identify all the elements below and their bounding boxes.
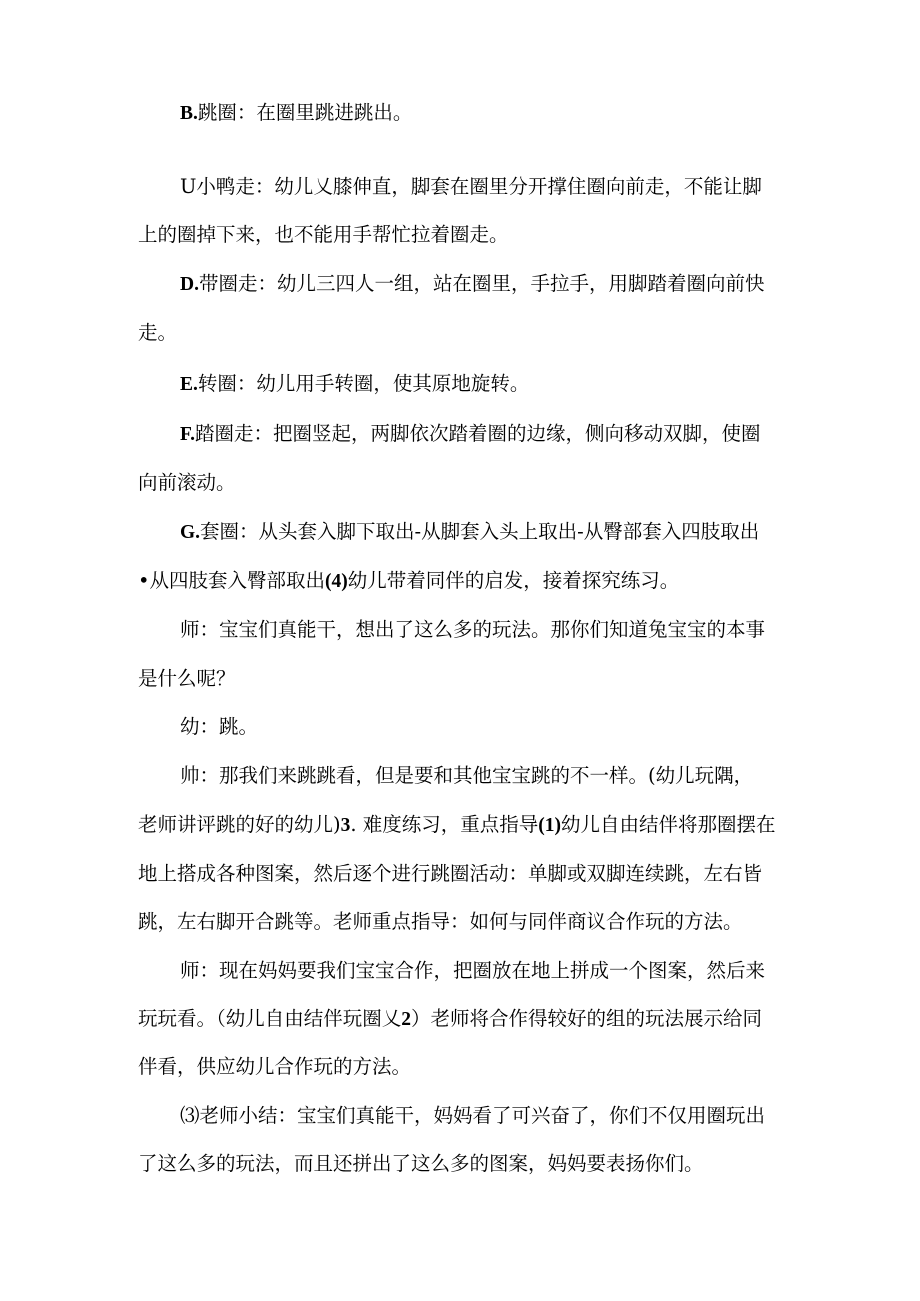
para-d-line-2: 走。 bbox=[138, 321, 178, 344]
para-g-line-2: •从四肢套入臀部取出(4)幼儿带着同伴的启发，接着探究练习。 bbox=[138, 569, 680, 592]
summary-line-2: 了这么多的玩法，而且还拼出了这么多的图案，妈妈要表扬你们。 bbox=[138, 1152, 704, 1175]
summary-line-1: ⑶老师小结：宝宝们真能干，妈妈看了可兴奋了，你们不仅用圈玩出 bbox=[180, 1104, 766, 1127]
child-answer-line: 幼：跳。 bbox=[180, 715, 259, 738]
teacher-para-3-line-1: 师：现在妈妈要我们宝宝合作，把圈放在地上拼成一个图案，然后来 bbox=[180, 959, 766, 982]
teacher-para-2-line-1: 帅：那我们来跳跳看，但是要和其他宝宝跳的不一样。(幼儿玩隅， bbox=[180, 764, 754, 787]
para-d-line-1: D.带圈走：幼儿三四人一组，站在圈里，手拉手，用脚踏着圈向前快 bbox=[180, 272, 765, 295]
teacher-para-3-line-3: 伴看，供应幼儿合作玩的方法。 bbox=[138, 1055, 412, 1078]
para-f-line-2: 向前滚动。 bbox=[138, 471, 236, 494]
teacher-para-2-line-4: 跳，左右脚开合跳等。老师重点指导：如何与同伴商议合作玩的方法。 bbox=[138, 910, 743, 933]
teacher-para-2-line-2: 老师讲评跳的好的幼儿)3. 难度练习，重点指导(1)幼儿自由结伴将那圈摆在 bbox=[138, 813, 776, 836]
para-c-line-2: 上的圈掉下来，也不能用手帮忙拉着圈走。 bbox=[138, 223, 509, 246]
para-f-line-1: F.踏圈走：把圈竖起，两脚依次踏着圈的边缘，侧向移动双脚，使圈 bbox=[180, 422, 761, 445]
teacher-para-1-line-1: 师：宝宝们真能干，想出了这么多的玩法。那你们知道兔宝宝的本事 bbox=[180, 618, 766, 641]
para-g-line-1: G.套圈：从头套入脚下取出-从脚套入头上取出-从臀部套入四肢取出 bbox=[180, 520, 760, 543]
teacher-para-1-line-2: 是什么呢？ bbox=[138, 667, 236, 690]
para-b-line-1: B.跳圈：在圈里跳进跳出。 bbox=[180, 101, 413, 124]
teacher-para-3-line-2: 玩玩看。（幼儿自由结伴玩圈乂2）老师将合作得较好的组的玩法展示给同 bbox=[138, 1007, 763, 1030]
teacher-para-2-line-3: 地上搭成各种图案，然后逐个进行跳圈活动：单脚或双脚连续跳，左右皆 bbox=[138, 862, 763, 885]
para-c-line-1: U小鸭走：幼儿乂膝伸直，脚套在圈里分开撑住圈向前走，不能让脚 bbox=[180, 175, 762, 198]
para-e-line-1: E.转圈：幼儿用手转圈，使其原地旋转。 bbox=[180, 372, 530, 395]
